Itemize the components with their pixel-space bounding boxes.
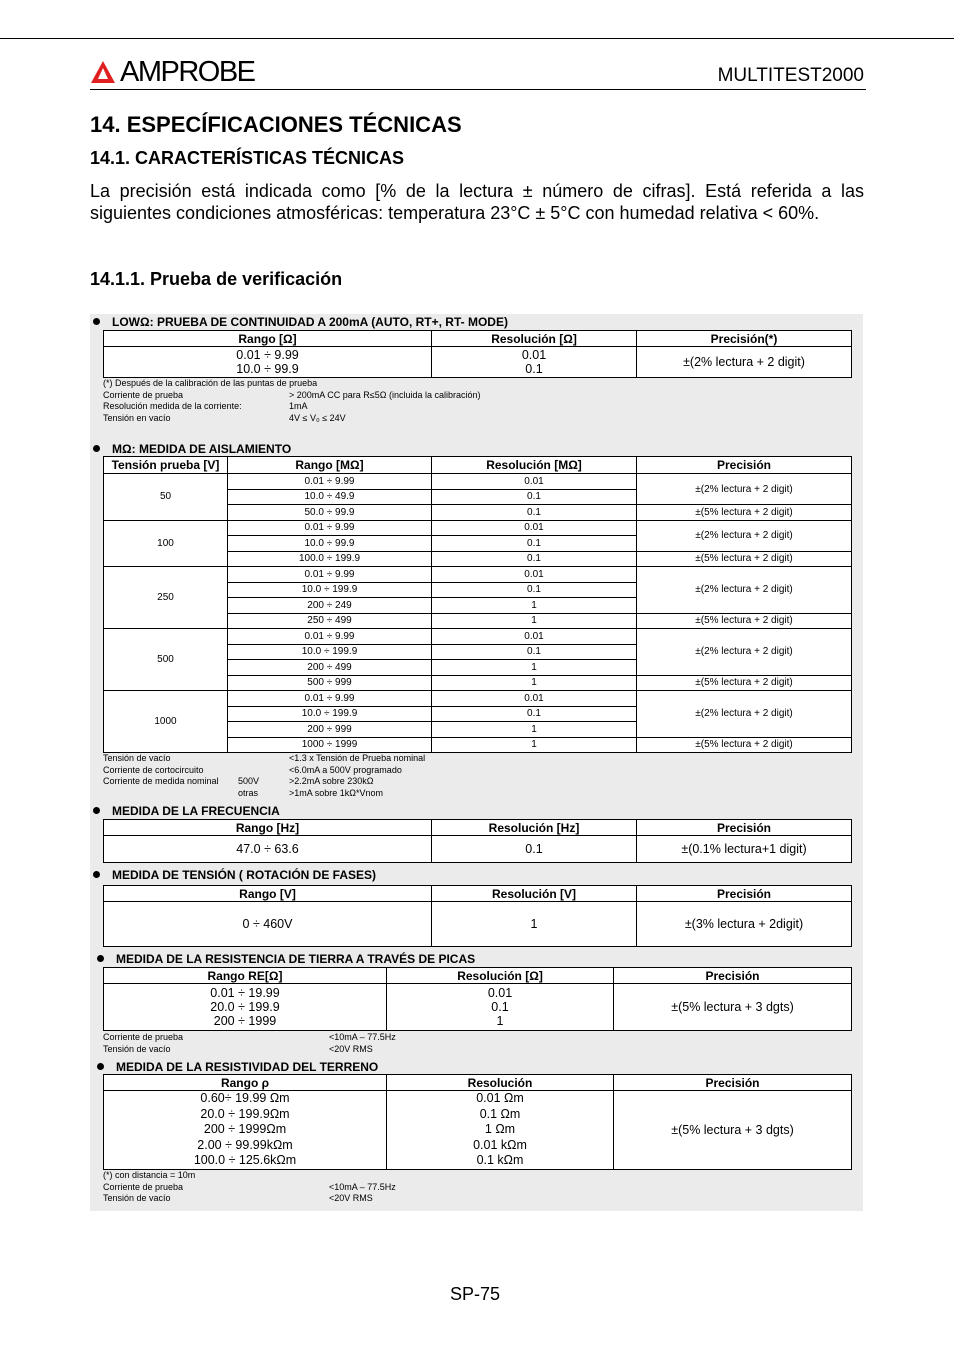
note-label: Corriente de medida nominal	[103, 776, 219, 786]
note-label: Tensión de vacío	[103, 753, 171, 763]
table-header: Tensión prueba [V]	[104, 457, 228, 474]
accuracy-cell: ±(2% lectura + 2 digit)	[637, 629, 852, 676]
accuracy-cell: ±(2% lectura + 2 digit)	[637, 567, 852, 614]
table-cell	[104, 347, 432, 378]
resolution-cell: 0.1	[432, 582, 637, 598]
table-cell	[104, 984, 387, 1031]
note-value: <1.3 x Tensión de Prueba nominal	[289, 753, 426, 763]
section-title: 14. ESPECÍFICACIONES TÉCNICAS	[90, 112, 462, 137]
range-cell: 100.0 ÷ 199.9	[228, 551, 432, 567]
note-value: <6.0mA a 500V programado	[289, 764, 402, 775]
resolution-cell: 0.1	[432, 489, 637, 505]
brand-logo	[90, 57, 255, 87]
accuracy-cell: ±(5% lectura + 2 digit)	[637, 613, 852, 629]
resistivity-heading	[97, 1060, 378, 1074]
cell-line: 2.00 ÷ 99.99kΩm	[197, 1137, 293, 1152]
resolution-cell: 1	[432, 598, 637, 614]
note-label: Tensión de vacío	[103, 1043, 171, 1054]
table-header: Rango [V]	[104, 886, 432, 902]
range-cell: 200 ÷ 499	[228, 660, 432, 676]
insulation-table	[103, 456, 852, 753]
table-header: Resolución [Ω]	[432, 331, 637, 347]
resolution-cell: 0.01	[432, 474, 637, 490]
range-cell: 0.01 ÷ 9.99	[228, 520, 432, 536]
page-header	[90, 55, 866, 90]
cell-line: 0.01 Ωm	[476, 1091, 524, 1106]
frequency-title: MEDIDA DE LA FRECUENCIA	[112, 804, 280, 818]
cell-line: 0.1 Ωm	[479, 1106, 521, 1121]
accuracy-cell: ±(2% lectura + 2 digit)	[637, 691, 852, 738]
brand-name: AMPROBE	[120, 55, 255, 88]
accuracy-cell: ±(5% lectura + 2 digit)	[637, 505, 852, 521]
cell-line: 0.1 kΩm	[476, 1153, 524, 1168]
cell-line: 20.0 ÷ 199.9	[210, 1000, 280, 1014]
table-cell	[432, 347, 637, 378]
range-cell: 10.0 ÷ 199.9	[228, 644, 432, 660]
table-header: Resolución [MΩ]	[432, 457, 637, 474]
note-label: Tensión de vacío	[103, 1193, 171, 1203]
range-cell: 0.01 ÷ 9.99	[228, 567, 432, 583]
cell-line: 100.0 ÷ 125.6kΩm	[193, 1153, 297, 1168]
range-cell: 10.0 ÷ 49.9	[228, 489, 432, 505]
resolution-cell: 0.01	[432, 629, 637, 645]
cell-line: 0.01 ÷ 9.99	[236, 348, 299, 362]
note-value: <20V RMS	[329, 1043, 373, 1054]
insulation-heading	[93, 442, 291, 456]
resolution-cell: 0.1	[432, 536, 637, 552]
note-label: (*) Después de la calibración de las puntas de prueba	[103, 378, 318, 388]
range-cell: 500 ÷ 999	[228, 675, 432, 691]
note-sub: 500V	[238, 776, 260, 786]
bullet-icon	[93, 807, 100, 814]
accuracy-cell: ±(5% lectura + 2 digit)	[637, 675, 852, 691]
table-header: Resolución [Hz]	[432, 820, 637, 836]
note-value: > 200mA CC para R≤5Ω (incluida la calibración)	[289, 389, 481, 400]
bullet-icon	[93, 318, 100, 325]
table-header: Precisión	[614, 1075, 852, 1091]
table-header: Precisión	[637, 886, 852, 902]
note-value: <10mA – 77.5Hz	[329, 1032, 396, 1042]
low-ohm-title: LOWΩ: PRUEBA DE CONTINUIDAD A 200mA (AUTO, RT+, RT- MODE)	[112, 315, 508, 329]
earth-heading	[97, 952, 475, 966]
table-header: Precisión	[637, 820, 852, 836]
earth-table	[103, 967, 852, 1031]
cell-line: 200 ÷ 1999	[213, 1014, 277, 1028]
cell-line: 0.60÷ 19.99 Ωm	[200, 1091, 290, 1106]
model-name: MULTITEST2000	[717, 65, 864, 86]
table-cell	[387, 984, 614, 1031]
earth-title: MEDIDA DE LA RESISTENCIA DE TIERRA A TRAVÉS DE PICAS	[116, 952, 476, 966]
cell-line: 0.01	[487, 986, 513, 1000]
table-header: Resolución [V]	[432, 886, 637, 902]
note-label: Tensión en vacío	[103, 412, 171, 423]
range-cell: 200 ÷ 999	[228, 722, 432, 738]
note-label: Corriente de prueba	[103, 1181, 184, 1192]
note-label: (*) con distancia = 10m	[103, 1170, 196, 1180]
table-header: Rango ρ	[104, 1075, 387, 1091]
range-cell: 10.0 ÷ 199.9	[228, 582, 432, 598]
resistivity-table	[103, 1074, 852, 1170]
voltage-cell: 100	[104, 520, 228, 567]
resolution-cell: 0.01	[432, 691, 637, 707]
table-cell	[387, 1091, 614, 1170]
resolution-cell: 0.1	[432, 644, 637, 660]
bullet-icon	[97, 955, 104, 962]
table-cell: 47.0 ÷ 63.6	[104, 836, 432, 863]
top-rule	[0, 38, 954, 39]
table-header: Precisión	[614, 968, 852, 984]
low-ohm-heading	[93, 315, 508, 329]
cell-line: 0.1	[491, 1000, 509, 1014]
frequency-heading	[93, 804, 280, 818]
accuracy-cell: ±(5% lectura + 2 digit)	[637, 737, 852, 753]
cell-line: 10.0 ÷ 99.9	[236, 362, 299, 376]
range-cell: 200 ÷ 249	[228, 598, 432, 614]
resolution-cell: 1	[432, 675, 637, 691]
voltage-cell: 1000	[104, 691, 228, 753]
table-cell: ±(5% lectura + 3 dgts)	[614, 1091, 852, 1170]
note-label: Corriente de cortocircuito	[103, 764, 204, 775]
table-cell: ±(5% lectura + 3 dgts)	[614, 984, 852, 1031]
table-header: Rango [Ω]	[104, 331, 432, 347]
voltage-heading	[93, 868, 376, 882]
note-sub: otras	[238, 787, 259, 798]
note-value: >2.2mA sobre 230kΩ	[289, 776, 374, 786]
subsection-title: 14.1. CARACTERÍSTICAS TÉCNICAS	[90, 148, 405, 168]
resolution-cell: 0.1	[432, 505, 637, 521]
table-cell: ±(2% lectura + 2 digit)	[637, 347, 852, 378]
cell-line: 1	[496, 1014, 504, 1028]
voltage-title: MEDIDA DE TENSIÓN ( ROTACIÓN DE FASES)	[112, 868, 377, 882]
resistivity-title: MEDIDA DE LA RESISTIVIDAD DEL TERRENO	[116, 1060, 379, 1074]
subsubsection-title: 14.1.1. Prueba de verificación	[90, 269, 343, 289]
voltage-cell: 250	[104, 567, 228, 629]
voltage-cell: 50	[104, 474, 228, 521]
resolution-cell: 0.1	[432, 551, 637, 567]
cell-line: 20.0 ÷ 199.9Ωm	[200, 1106, 290, 1121]
warning-triangle-icon	[90, 60, 116, 84]
note-value: <20V RMS	[329, 1193, 373, 1203]
note-label: Resolución medida de la corriente:	[103, 401, 242, 411]
cell-line: 1 Ωm	[484, 1122, 516, 1137]
resolution-cell: 1	[432, 660, 637, 676]
table-cell	[104, 1091, 387, 1170]
accuracy-cell: ±(2% lectura + 2 digit)	[637, 520, 852, 551]
table-header: Rango [MΩ]	[228, 457, 432, 474]
accuracy-cell: ±(5% lectura + 2 digit)	[637, 551, 852, 567]
note-value: 4V ≤ V₀ ≤ 24V	[289, 412, 346, 423]
voltage-table	[103, 885, 852, 947]
range-cell: 0.01 ÷ 9.99	[228, 474, 432, 490]
resolution-cell: 0.01	[432, 567, 637, 583]
note-value: >1mA sobre 1kΩ*Vnom	[289, 787, 384, 798]
table-header: Resolución [Ω]	[387, 968, 614, 984]
low-ohm-table	[103, 330, 852, 378]
note-value: <10mA – 77.5Hz	[329, 1181, 396, 1192]
bullet-icon	[93, 445, 100, 452]
table-header: Precisión	[637, 457, 852, 474]
cell-line: 0.01	[521, 348, 547, 362]
range-cell: 1000 ÷ 1999	[228, 737, 432, 753]
cell-line: 0.1	[525, 362, 543, 376]
range-cell: 10.0 ÷ 99.9	[228, 536, 432, 552]
range-cell: 0.01 ÷ 9.99	[228, 629, 432, 645]
cell-line: 200 ÷ 1999Ωm	[203, 1122, 287, 1137]
cell-line: 0.01 kΩm	[473, 1137, 527, 1152]
table-header: Resolución	[387, 1075, 614, 1091]
bullet-icon	[93, 871, 100, 878]
frequency-table	[103, 819, 852, 863]
table-header: Rango RE[Ω]	[104, 968, 387, 984]
table-header: Precisión(*)	[637, 331, 852, 347]
resolution-cell: 1	[432, 737, 637, 753]
range-cell: 250 ÷ 499	[228, 613, 432, 629]
range-cell: 0.01 ÷ 9.99	[228, 691, 432, 707]
resolution-cell: 1	[432, 613, 637, 629]
table-header: Rango [Hz]	[104, 820, 432, 836]
range-cell: 50.0 ÷ 99.9	[228, 505, 432, 521]
resolution-cell: 0.1	[432, 706, 637, 722]
resolution-cell: 0.01	[432, 520, 637, 536]
table-cell: ±(3% lectura + 2digit)	[637, 902, 852, 947]
table-cell: 0 ÷ 460V	[104, 902, 432, 947]
bullet-icon	[97, 1063, 104, 1070]
cell-line: 0.01 ÷ 19.99	[210, 986, 280, 1000]
resolution-cell: 1	[432, 722, 637, 738]
note-label: Corriente de prueba	[103, 389, 184, 400]
table-cell: 0.1	[432, 836, 637, 863]
page-number: SP-75	[450, 1284, 501, 1304]
voltage-cell: 500	[104, 629, 228, 691]
accuracy-cell: ±(2% lectura + 2 digit)	[637, 474, 852, 505]
table-cell: ±(0.1% lectura+1 digit)	[637, 836, 852, 863]
insulation-title: MΩ: MEDIDA DE AISLAMIENTO	[112, 442, 292, 456]
note-value: 1mA	[289, 401, 308, 411]
range-cell: 10.0 ÷ 199.9	[228, 706, 432, 722]
intro-paragraph: La precisión está indicada como [% de la lectura ± número de cifras]. Está referida a las siguientes condiciones atmosféricas: temperatura 23°C ± 5°C con humedad relativa < 60%.	[90, 181, 864, 223]
table-cell: 1	[432, 902, 637, 947]
note-label: Corriente de prueba	[103, 1032, 184, 1042]
